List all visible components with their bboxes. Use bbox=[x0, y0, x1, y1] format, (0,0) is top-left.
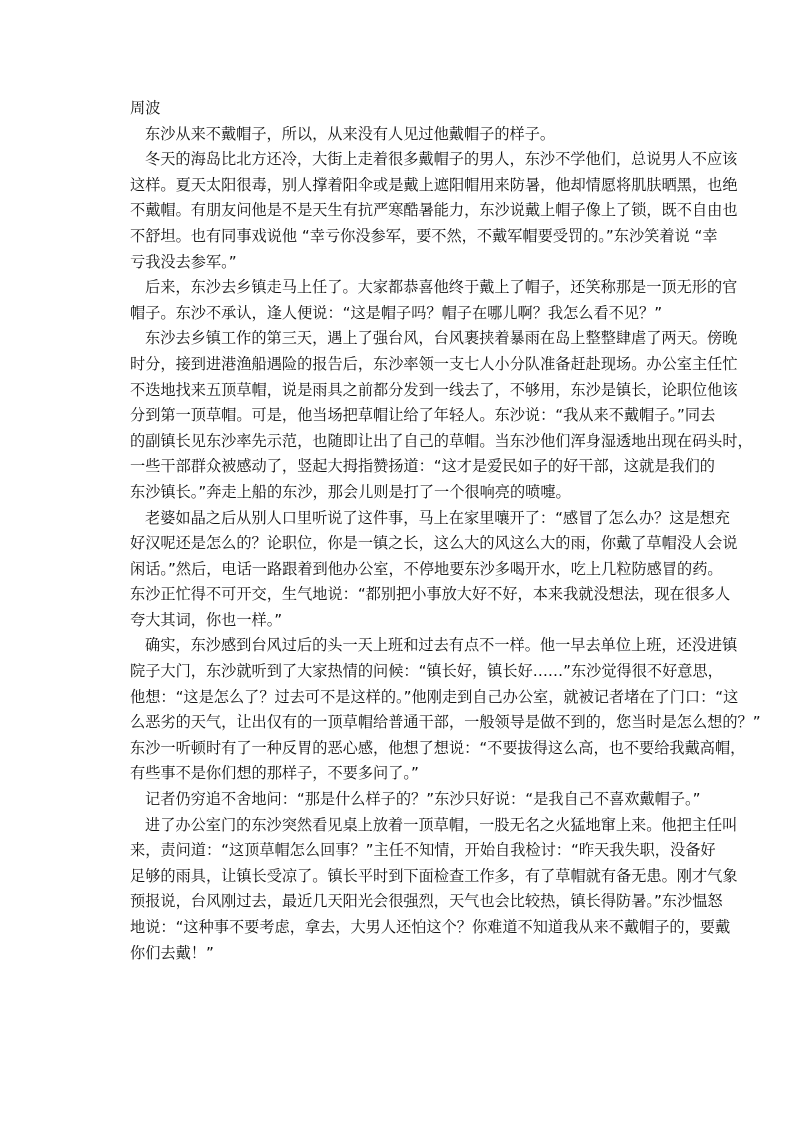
text-line: 来，责问道：“这顶草帽怎么回事？”主任不知情，开始自我检讨：“昨天我失职，没备好 bbox=[130, 841, 716, 860]
text-line: 后来，东沙去乡镇走马上任了。大家都恭喜他终于戴上了帽子，还笑称那是一顶无形的官 bbox=[145, 278, 738, 297]
text-line: 闲话。”然后，电话一路跟着到他办公室，不停地要东沙多喝开水，吃上几粒防感冒的药。 bbox=[130, 559, 723, 578]
text-line: 东沙一听顿时有了一种反胃的恶心感，他想了想说：“不要拔得这么高，也不要给我戴高帽， bbox=[130, 738, 746, 757]
text-line: 足够的雨具，让镇长受凉了。镇长平时到下面检查工作多，有了草帽就有备无患。刚才气象 bbox=[130, 866, 738, 885]
story-text bbox=[130, 122, 761, 967]
text-line: 有些事不是你们想的那样子，不要多问了。” bbox=[130, 764, 419, 783]
text-line: 东沙镇长。”奔走上船的东沙，那会儿则是打了一个很响亮的喷嚏。 bbox=[130, 482, 571, 501]
text-line: 记者仍穷追不舍地问：“那是什么样子的？”东沙只好说：“是我自己不喜欢戴帽子。” bbox=[145, 790, 701, 809]
text-line: 好汉呢还是怎么的？论职位，你是一镇之长，这么大的风这么大的雨，你戴了草帽没人会说 bbox=[130, 534, 738, 553]
text-line: 地说：“这种事不要考虑，拿去，大男人还怕这个？你难道不知道我从来不戴帽子的，要戴 bbox=[130, 918, 731, 936]
text-line: 一些干部群众被感动了，竖起大拇指赞扬道：“这才是爱民如子的好干部，这就是我们的 bbox=[130, 457, 715, 476]
text-line: 时分，接到进港渔船遇险的报告后，东沙率领一支七人小分队准备赶赴现场。办公室主任忙 bbox=[130, 354, 738, 373]
author-name: 周波 bbox=[130, 99, 161, 117]
text-line: 东沙正忙得不可开交，生气地说：“都别把小事放大好不好，本来我就没想法，现在很多人 bbox=[130, 585, 731, 604]
text-line: 这样。夏天太阳很毒，别人撑着阳伞或是戴上遮阳帽用来防暑，他却情愿将肌肤晒黑，也绝 bbox=[130, 175, 738, 194]
text-line: 你们去戴！” bbox=[130, 943, 214, 962]
text-line: 院子大门，东沙就听到了大家热情的问候：“镇长好，镇长好……”东沙觉得很不好意思， bbox=[130, 662, 723, 681]
text-line: 亏我没去参军。” bbox=[130, 252, 237, 271]
document-body bbox=[130, 96, 761, 966]
text-line: 分到第一顶草帽。可是，他当场把草帽让给了年轻人。东沙说：“我从来不戴帽子。”同去 bbox=[130, 406, 716, 425]
text-line: 确实，东沙感到台风过后的头一天上班和过去有点不一样。他一早去单位上班，还没进镇 bbox=[145, 636, 738, 655]
text-line: 预报说，台风刚过去，最近几天阳光会很强烈，天气也会比较热，镇长得防暑。”东沙愠怒 bbox=[130, 892, 723, 911]
text-line: 进了办公室门的东沙突然看见桌上放着一顶草帽，一股无名之火猛地窜上来。他把主任叫 bbox=[145, 815, 738, 834]
text-line: 冬天的海岛比北方还冷，大街上走着很多戴帽子的男人，东沙不学他们，总说男人不应该 bbox=[145, 150, 738, 169]
text-line: 他想：“这是怎么了？过去可不是这样的。”他刚走到自己办公室，就被记者堵在了门口：“这 bbox=[130, 687, 739, 706]
text-line: 不戴帽。有朋友问他是不是天生有抗严寒酷暑能力，东沙说戴上帽子像上了锁，既不自由也 bbox=[130, 201, 738, 220]
text-line: 的副镇长见东沙率先示范，也随即让出了自己的草帽。当东沙他们浑身湿透地出现在码头时， bbox=[130, 431, 753, 450]
text-line: 么恶劣的天气，让出仅有的一顶草帽给普通干部，一般领导是做不到的，您当时是怎么想的？” bbox=[130, 713, 761, 732]
text-line: 老婆如晶之后从别人口里听说了这件事，马上在家里嚷开了：“感冒了怎么办？这是想充 bbox=[145, 508, 730, 527]
text-line: 东沙从来不戴帽子，所以，从来没有人见过他戴帽子的样子。 bbox=[145, 124, 556, 143]
text-line: 东沙去乡镇工作的第三天，遇上了强台风，台风裹挟着暴雨在岛上整整肆虐了两天。傍晚 bbox=[145, 329, 738, 348]
text-line: 帽子。东沙不承认，逢人便说：“这是帽子吗？帽子在哪儿啊？我怎么看不见？” bbox=[130, 303, 663, 322]
text-line: 夸大其词，你也一样。” bbox=[130, 610, 283, 629]
text-line: 不舒坦。也有同事戏说他 “幸亏你没参军，要不然，不戴军帽要受罚的。”东沙笑着说 “幸 bbox=[130, 226, 718, 245]
text-line: 不迭地找来五顶草帽，说是雨具之前都分发到一线去了，不够用，东沙是镇长，论职位他该 bbox=[130, 380, 738, 399]
